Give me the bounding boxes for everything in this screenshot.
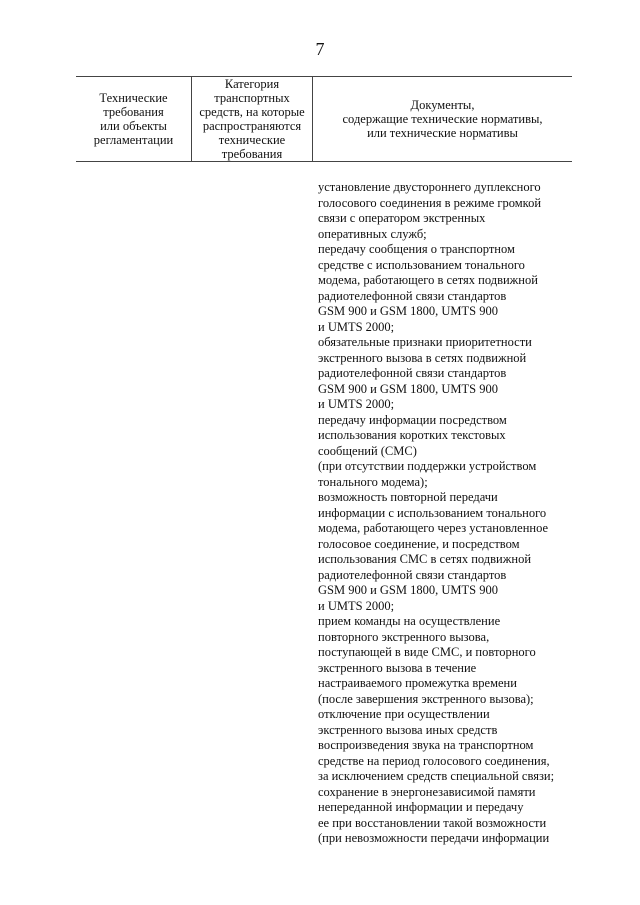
body-line: непереданной информации и передачу bbox=[318, 800, 524, 814]
header-vehicle-category: Категория транспортных средств, на которые распространяются технические требования bbox=[199, 77, 305, 161]
body-line: радиотелефонной связи стандартов bbox=[318, 366, 507, 380]
body-line: воспроизведения звука на транспортном bbox=[318, 738, 534, 752]
body-line: поступающей в виде СМС, и повторного bbox=[318, 645, 536, 659]
body-line: повторного экстренного вызова, bbox=[318, 629, 490, 644]
body-line: за исключением средств специальной связи; bbox=[318, 769, 555, 783]
body-line: модема, работающего в сетях подвижной bbox=[318, 273, 538, 287]
body-line: (при невозможности передачи информации bbox=[318, 831, 550, 845]
body-line: (при отсутствии поддержки устройством bbox=[318, 459, 537, 473]
body-line: и UMTS 2000; bbox=[318, 319, 395, 334]
body-line: модема, работающего через установленное bbox=[318, 521, 549, 535]
body-line: сохранение в энергонезависимой памяти bbox=[318, 784, 536, 799]
body-line: отключение при осуществлении bbox=[318, 707, 490, 721]
body-line: GSM 900 и GSM 1800, UMTS 900 bbox=[318, 381, 498, 396]
body-line: и UMTS 2000; bbox=[318, 397, 395, 411]
header-documents: Документы, содержащие технические нормативы, или технические нормативы bbox=[342, 98, 543, 140]
body-line: экстренного вызова иных средств bbox=[318, 722, 498, 737]
body-line: голосовое соединение, и посредством bbox=[318, 536, 520, 551]
body-line: и UMTS 2000; bbox=[318, 598, 395, 613]
body-line: установление двустороннего дуплексного bbox=[318, 180, 541, 194]
body-line: экстренного вызова в течение bbox=[318, 660, 477, 675]
body-line: использования СМС в сетях подвижной bbox=[318, 552, 532, 566]
body-line: связи с оператором экстренных bbox=[318, 211, 486, 225]
body-line: GSM 900 и GSM 1800, UMTS 900 bbox=[318, 583, 498, 597]
body-line: прием команды на осуществление bbox=[318, 614, 501, 628]
body-line: настраиваемого промежутка времени bbox=[318, 676, 517, 690]
body-line: обязательные признаки приоритетности bbox=[318, 335, 532, 349]
body-line: информации с использованием тонального bbox=[318, 505, 547, 520]
body-line: сообщений (СМС) bbox=[318, 443, 417, 458]
body-line: голосового соединения в режиме громкой bbox=[318, 195, 542, 210]
page-number: 7 bbox=[315, 39, 325, 59]
body-line: передачу информации посредством bbox=[318, 412, 507, 427]
body-line: тонального модема); bbox=[318, 474, 428, 489]
body-line: экстренного вызова в сетях подвижной bbox=[318, 350, 527, 365]
body-line: возможность повторной передачи bbox=[318, 490, 498, 504]
header-technical-requirements: Технические требования или объекты регламентации bbox=[93, 91, 174, 147]
table-header bbox=[76, 76, 572, 162]
body-line: оперативных служб; bbox=[318, 226, 427, 241]
body-line: радиотелефонной связи стандартов bbox=[318, 288, 507, 303]
body-line: GSM 900 и GSM 1800, UMTS 900 bbox=[318, 304, 498, 318]
body-text bbox=[318, 180, 568, 847]
body-line: ее при восстановлении такой возможности bbox=[318, 815, 547, 830]
body-line: передачу сообщения о транспортном bbox=[318, 242, 515, 256]
body-line: (после завершения экстренного вызова); bbox=[318, 691, 534, 706]
body-line: использования коротких текстовых bbox=[318, 428, 506, 442]
body-line: радиотелефонной связи стандартов bbox=[318, 567, 507, 582]
body-line: средстве на период голосового соединения, bbox=[318, 753, 550, 768]
body-line: средстве с использованием тонального bbox=[318, 257, 525, 272]
